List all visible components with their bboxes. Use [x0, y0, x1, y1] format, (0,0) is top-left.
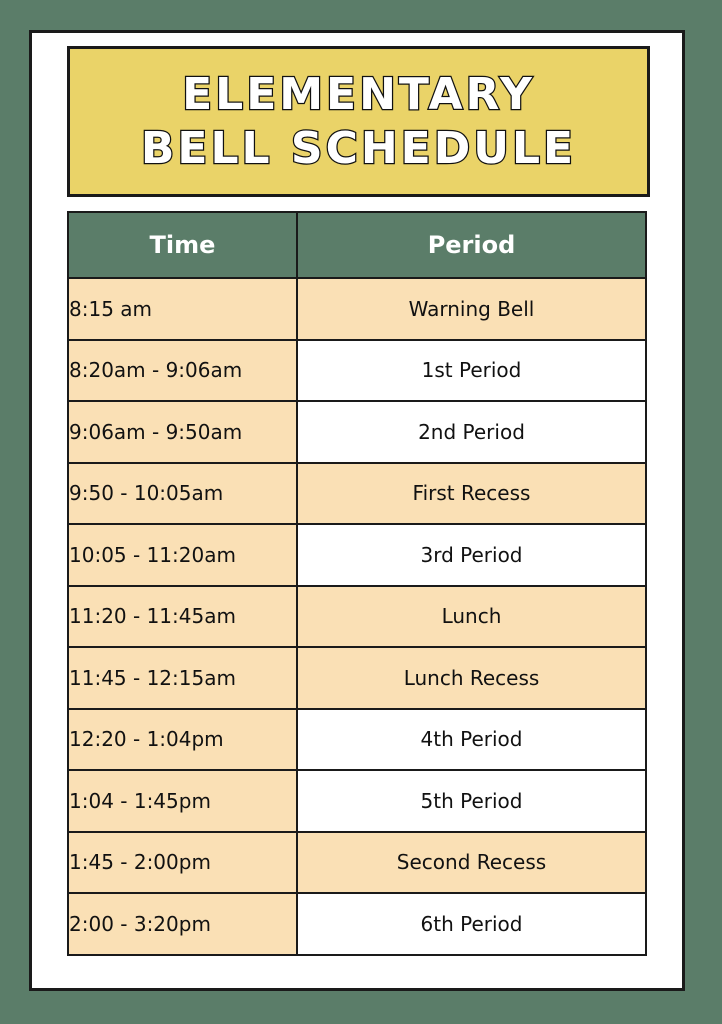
bell-schedule-table	[67, 211, 647, 956]
time-cell: 11:20 - 11:45am	[68, 586, 297, 648]
table-row	[68, 770, 646, 832]
period-cell: Warning Bell	[297, 278, 646, 340]
period-cell: 6th Period	[297, 893, 646, 955]
period-cell: Second Recess	[297, 832, 646, 894]
time-cell: 1:04 - 1:45pm	[68, 770, 297, 832]
title-line-1: ELEMENTARY	[182, 68, 535, 120]
period-cell: First Recess	[297, 463, 646, 525]
table-row	[68, 463, 646, 525]
table-row	[68, 524, 646, 586]
time-cell: 1:45 - 2:00pm	[68, 832, 297, 894]
table-header-row	[68, 212, 646, 278]
time-cell: 11:45 - 12:15am	[68, 647, 297, 709]
table-row	[68, 401, 646, 463]
period-cell: 5th Period	[297, 770, 646, 832]
table-row	[68, 647, 646, 709]
period-column-header: Period	[297, 212, 646, 278]
title-banner	[67, 46, 650, 197]
time-cell: 8:20am - 9:06am	[68, 340, 297, 402]
time-cell: 8:15 am	[68, 278, 297, 340]
table-row	[68, 832, 646, 894]
time-cell: 9:50 - 10:05am	[68, 463, 297, 525]
period-cell: Lunch Recess	[297, 647, 646, 709]
table-row	[68, 340, 646, 402]
time-cell: 9:06am - 9:50am	[68, 401, 297, 463]
time-column-header: Time	[68, 212, 297, 278]
table-row	[68, 893, 646, 955]
table-row	[68, 586, 646, 648]
period-cell: Lunch	[297, 586, 646, 648]
period-cell: 3rd Period	[297, 524, 646, 586]
time-cell: 12:20 - 1:04pm	[68, 709, 297, 771]
period-cell: 4th Period	[297, 709, 646, 771]
period-cell: 2nd Period	[297, 401, 646, 463]
title-line-2: BELL SCHEDULE	[140, 122, 577, 174]
time-cell: 10:05 - 11:20am	[68, 524, 297, 586]
table-row	[68, 709, 646, 771]
period-cell: 1st Period	[297, 340, 646, 402]
table-row	[68, 278, 646, 340]
time-cell: 2:00 - 3:20pm	[68, 893, 297, 955]
